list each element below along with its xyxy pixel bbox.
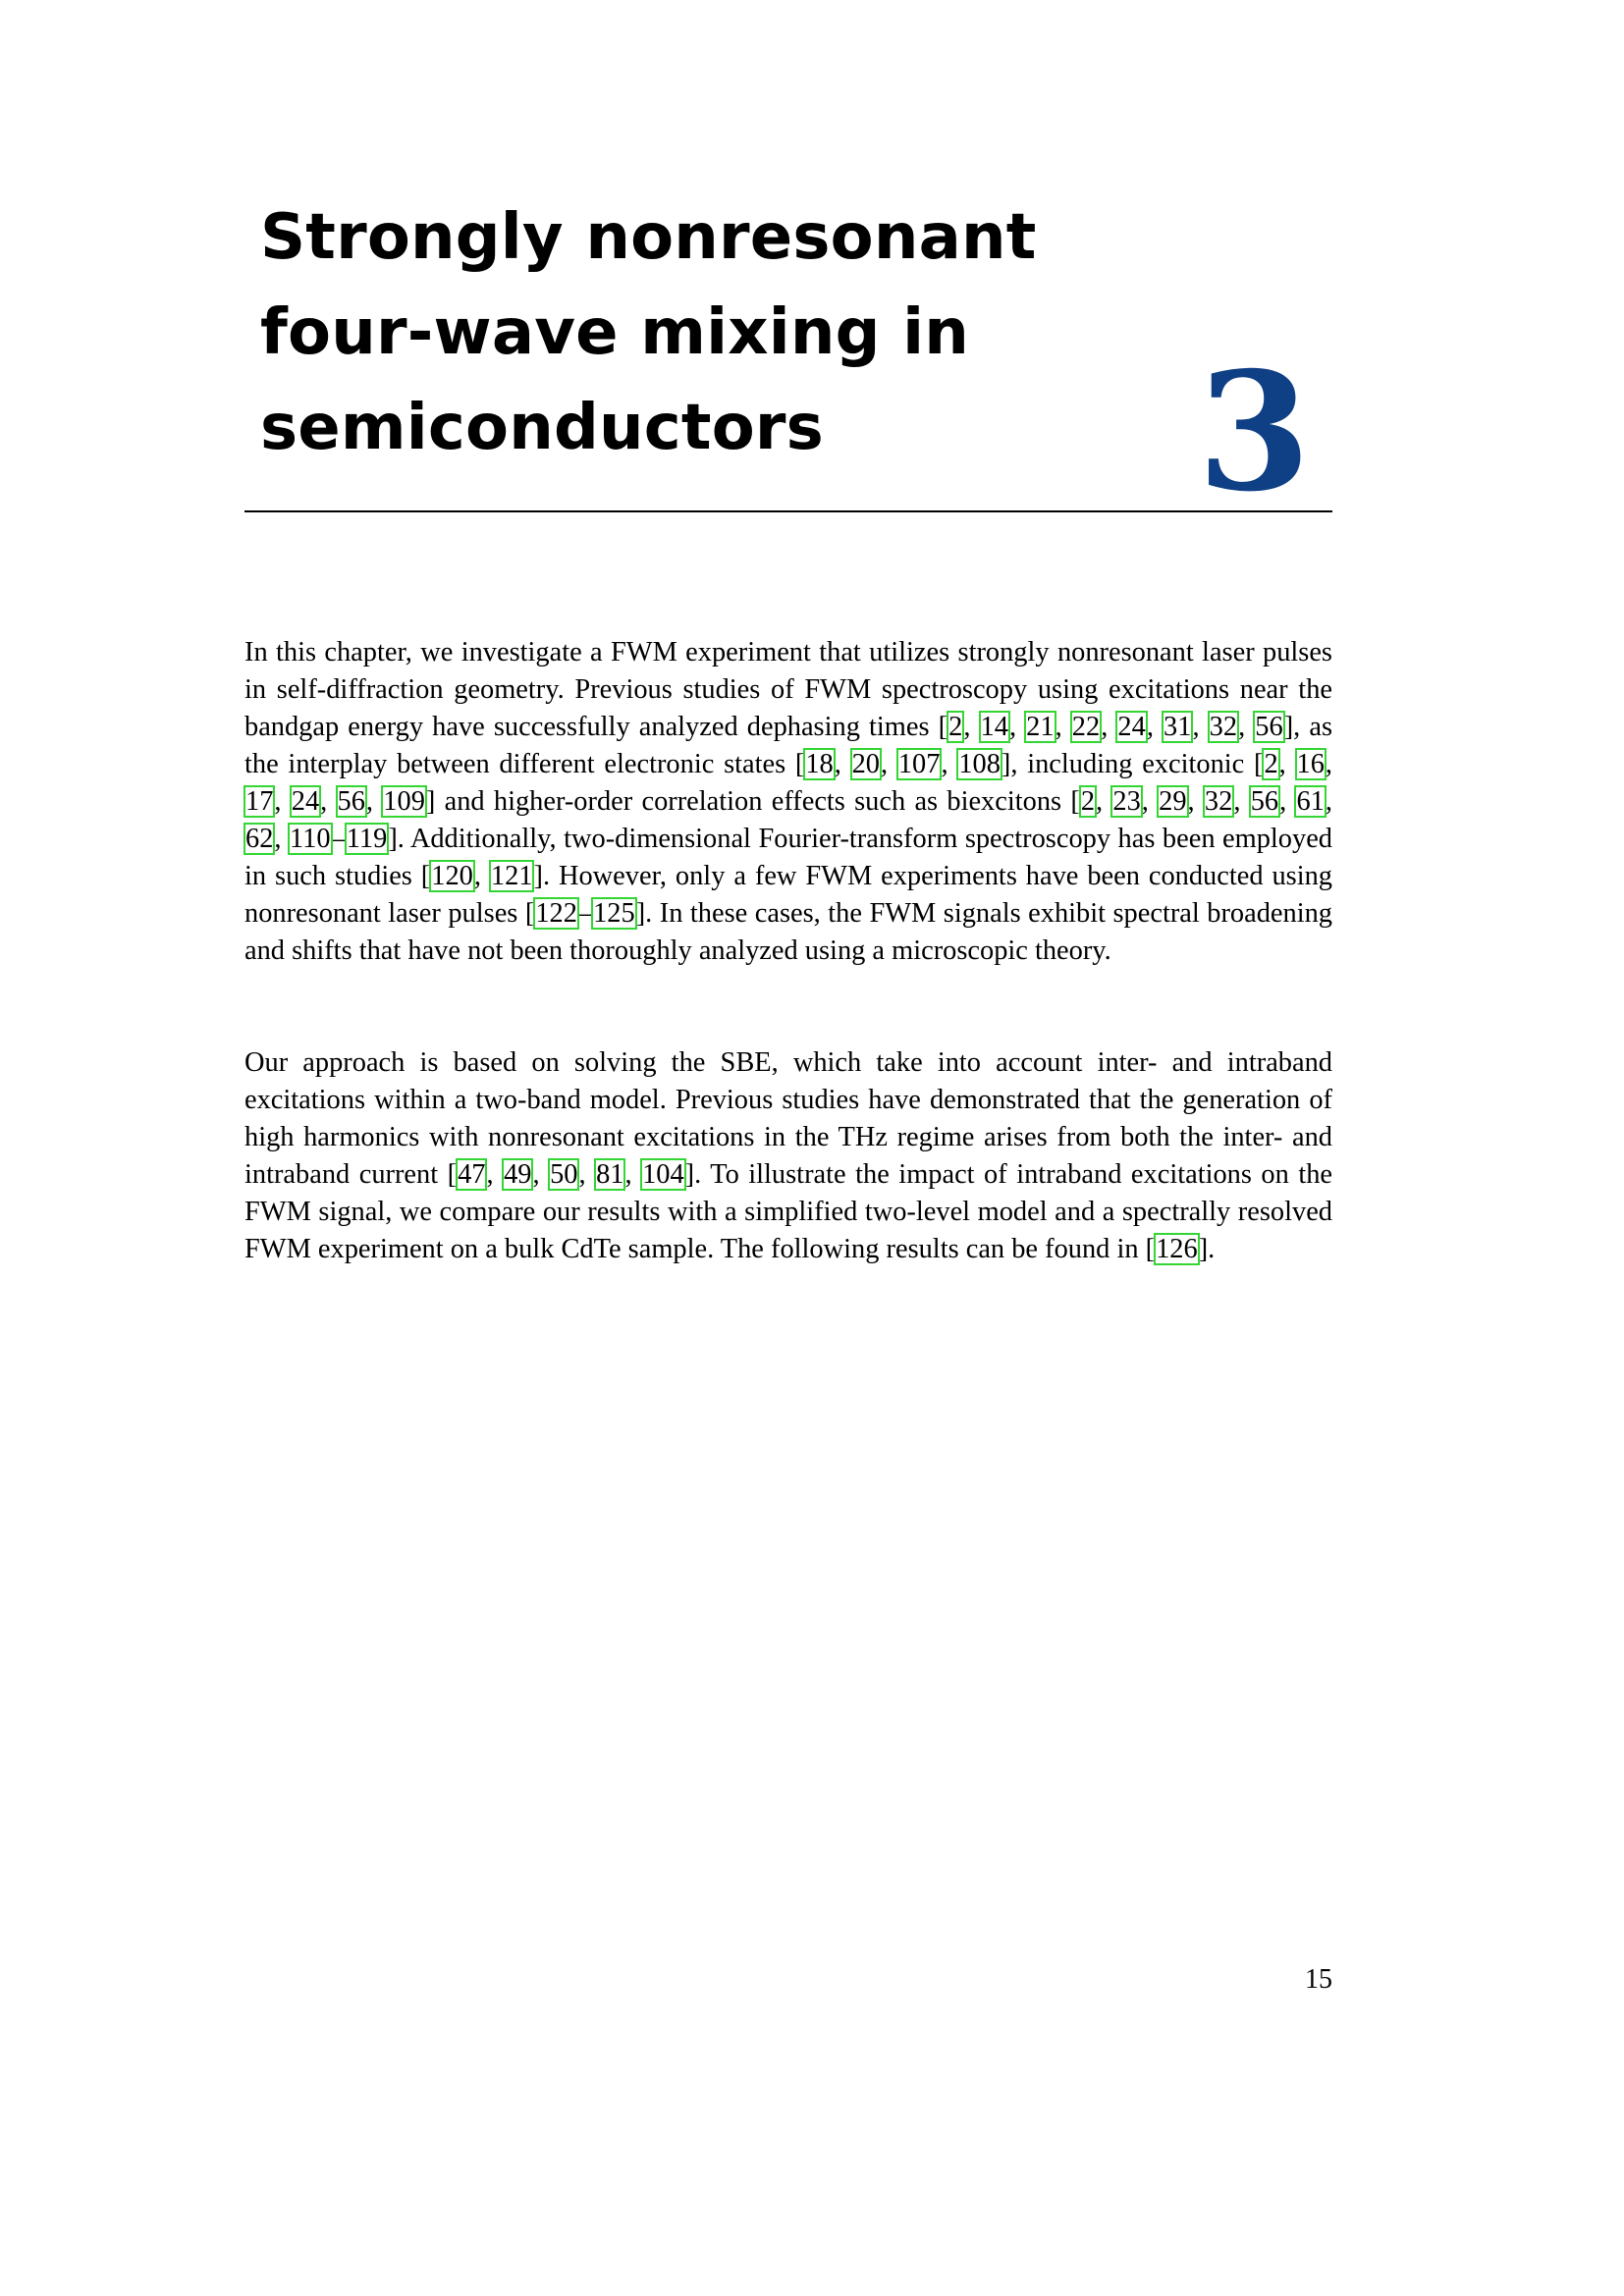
citation-link[interactable]: 104 [642, 1159, 684, 1190]
citation-link[interactable]: 2 [948, 712, 963, 742]
citation-link[interactable]: 56 [337, 786, 365, 817]
text-run: ], as the interplay between different electronic states [ [244, 712, 1333, 779]
body-paragraph [244, 1044, 1332, 1268]
citation-group: 47, 49, 50, 81, 104 [458, 1159, 684, 1190]
citation-link[interactable]: 2 [1080, 786, 1096, 817]
text-run: ], including excitonic [ [1001, 749, 1264, 779]
citation-link[interactable]: 22 [1071, 712, 1101, 742]
citation-link[interactable]: 110 [290, 824, 331, 854]
citation-link[interactable]: 49 [504, 1159, 532, 1190]
citation-link[interactable]: 29 [1159, 786, 1187, 817]
text-run: – [577, 898, 593, 929]
citation-group: 2, 16, 17, 24, 56, 109 [245, 749, 1333, 817]
citation-link[interactable]: 125 [593, 898, 635, 929]
text-run: ]. To illustrate the impact of intraband excitations on the FWM signal, we compare our results with a simplified two-level model and a spectrally resolved FWM experiment on a bulk CdTe sample. The following results can be found in [ [244, 1159, 1332, 1264]
citation-link[interactable]: 120 [431, 861, 473, 891]
body-paragraph [244, 634, 1332, 970]
citation-group [346, 824, 389, 854]
text-run: – [331, 824, 346, 854]
chapter-title [260, 190, 1144, 476]
citation-link[interactable]: 47 [458, 1159, 486, 1190]
citation-group: 2, 14, 21, 22, 24, 31, 32, 56 [948, 712, 1283, 742]
citation-link[interactable]: 122 [535, 898, 577, 929]
text-run: In this chapter, we investigate a FWM experiment that utilizes strongly nonresonant laser pulses in self-diffraction geometry. Previous studies of FWM spectroscopy using excitations near the bandgap energy have successfully analyzed dephasing times [ [244, 637, 1332, 742]
citation-link[interactable]: 2 [1264, 749, 1278, 779]
chapter-divider [244, 510, 1332, 512]
chapter-title-line: Strongly nonresonant [260, 201, 1037, 274]
page-number: 15 [1305, 1964, 1332, 1995]
text-run: ]. However, only a few FWM experiments have been conducted using nonresonant laser pulses [ [244, 861, 1332, 929]
citation-group [534, 898, 578, 929]
citation-link[interactable]: 56 [1255, 712, 1283, 742]
citation-link[interactable]: 107 [897, 749, 941, 779]
citation-link[interactable]: 20 [851, 749, 880, 779]
citation-link[interactable]: 61 [1296, 786, 1325, 817]
text-run: ] and higher-order correlation effects such as biexcitons [ [425, 786, 1080, 817]
citation-link[interactable]: 16 [1296, 749, 1325, 779]
citation-group [592, 898, 636, 929]
citation-link[interactable]: 50 [550, 1159, 578, 1190]
citation-link[interactable]: 108 [958, 749, 1001, 779]
citation-link[interactable]: 24 [291, 786, 320, 817]
citation-group: 18, 20, 107, 108 [805, 749, 1001, 779]
paragraph-intro [244, 634, 1332, 970]
citation-link[interactable]: 121 [490, 861, 533, 891]
chapter-header [244, 187, 1332, 528]
chapter-title-line: four-wave mixing in [260, 296, 970, 369]
citation-link[interactable]: 32 [1209, 712, 1238, 742]
citation-group: 2, 23, 29, 32, 56, 61, 62, 110 [245, 786, 1332, 854]
citation-link[interactable]: 31 [1164, 712, 1192, 742]
citation-group: 120, 121 [431, 861, 533, 891]
citation-link[interactable]: 109 [383, 786, 425, 817]
text-run: ]. Additionally, two-dimensional Fourier-transform spectroscopy has been employed in such studies [ [244, 824, 1332, 891]
citation-link[interactable]: 81 [596, 1159, 624, 1190]
citation-link[interactable]: 24 [1117, 712, 1146, 742]
citation-link[interactable]: 18 [805, 749, 834, 779]
citation-group [1155, 1234, 1199, 1264]
citation-link[interactable]: 14 [980, 712, 1008, 742]
citation-link[interactable]: 56 [1250, 786, 1279, 817]
citation-link[interactable]: 21 [1026, 712, 1055, 742]
paragraph-approach [244, 1044, 1332, 1268]
text-run: Our approach is based on solving the SBE, which take into account inter- and intraband excitations within a two-band model. Previous studies have demonstrated that the generation of high harmonics with nonresonant excitations in the THz regime arises from both the inter- and intraband current [ [244, 1047, 1332, 1190]
citation-link[interactable]: 126 [1156, 1234, 1198, 1264]
citation-link[interactable]: 23 [1112, 786, 1141, 817]
citation-link[interactable]: 17 [245, 786, 274, 817]
chapter-title-line: semiconductors [260, 392, 824, 464]
citation-link[interactable]: 119 [346, 824, 388, 854]
text-run: ]. In these cases, the FWM signals exhibit spectral broadening and shifts that have not been thoroughly analyzed using a microscopic theory. [244, 898, 1332, 966]
citation-link[interactable]: 32 [1204, 786, 1233, 817]
text-run: ]. [1198, 1234, 1216, 1264]
chapter-number: 3 [1197, 337, 1311, 528]
citation-link[interactable]: 62 [245, 824, 274, 854]
